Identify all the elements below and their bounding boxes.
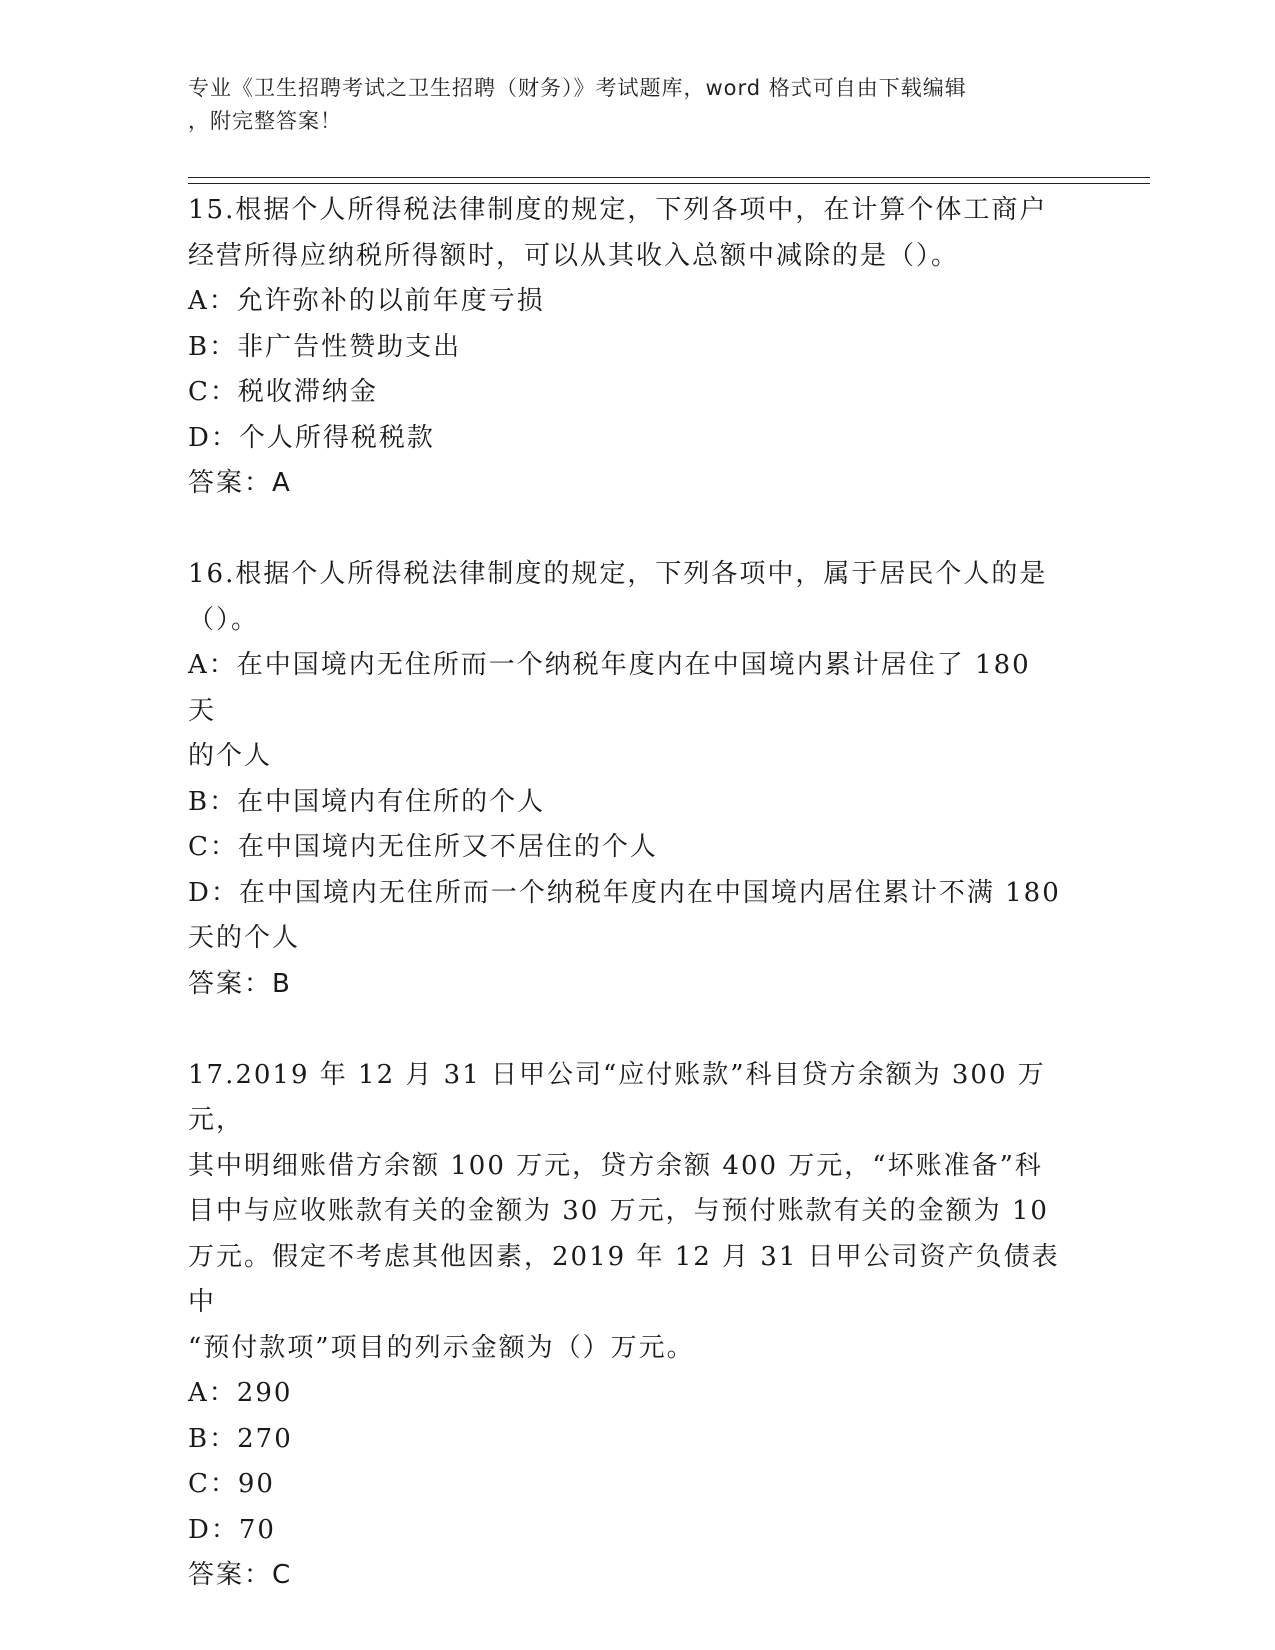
header-line-1: 专业《卫生招聘考试之卫生招聘（财务）》考试题库，word 格式可自由下载编辑 [188,76,967,100]
question-spacer [188,507,1068,553]
option-b: B：270 [188,1423,293,1454]
header-line-2: ，附完整答案！ [188,109,342,133]
document-header [188,72,1068,138]
option-d: D：70 [188,1514,276,1545]
header-divider-top [188,177,1150,178]
stem-line: （）。 [188,604,260,635]
stem-line: 万元。假定不考虑其他因素，2019 年 12 月 31 日甲公司资产负债表中 [188,1241,1060,1317]
option-a: A：290 [188,1378,293,1408]
question-spacer [188,1007,1068,1053]
stem-line: 16.根据个人所得税法律制度的规定，下列各项中，属于居民个人的是 [188,559,1048,589]
question-17 [188,1053,1068,1599]
option-a: A：允许弥补的以前年度亏损 [188,286,545,316]
stem-line: 目中与应收账款有关的金额为 30 万元，与预付账款有关的金额为 10 [188,1196,1049,1226]
question-list [188,188,1068,1599]
option-a [188,643,1068,780]
option-b: B：在中国境内有住所的个人 [188,786,546,817]
question-16 [188,552,1068,1007]
header-divider-bottom [188,183,1150,184]
option-c: C：在中国境内无住所又不居住的个人 [188,832,658,862]
option-line: D：在中国境内无住所而一个纳税年度内在中国境内居住累计不满 180 [188,877,1061,908]
stem-line: “预付款项”项目的列示金额为（）万元。 [188,1332,695,1363]
answer-line: 答案：C [188,1560,293,1590]
option-c: C：税收滞纳金 [188,377,378,407]
question-15 [188,188,1068,507]
answer-line: 答案：B [188,968,292,999]
answer-line: 答案：A [188,468,292,498]
option-d [188,871,1068,962]
option-c: C：90 [188,1469,275,1499]
question-stem [188,552,1068,643]
option-b: B：非广告性赞助支出 [188,331,462,362]
option-line: A：在中国境内无住所而一个纳税年度内在中国境内累计居住了 180 天 [188,650,1031,726]
stem-line: 15.根据个人所得税法律制度的规定，下列各项中，在计算个体工商户 [188,195,1048,225]
option-line: 天的个人 [188,923,301,953]
stem-line: 经营所得应纳税所得额时，可以从其收入总额中减除的是（）。 [188,240,960,271]
stem-line: 其中明细账借方余额 100 万元，贷方余额 400 万元，“坏账准备”科 [188,1150,1043,1181]
option-line: 的个人 [188,741,273,771]
option-d: D：个人所得税税款 [188,422,435,453]
stem-line: 17.2019 年 12 月 31 日甲公司“应付账款”科目贷方余额为 300 万元， [188,1059,1046,1135]
question-stem [188,188,1068,279]
question-stem [188,1053,1068,1372]
